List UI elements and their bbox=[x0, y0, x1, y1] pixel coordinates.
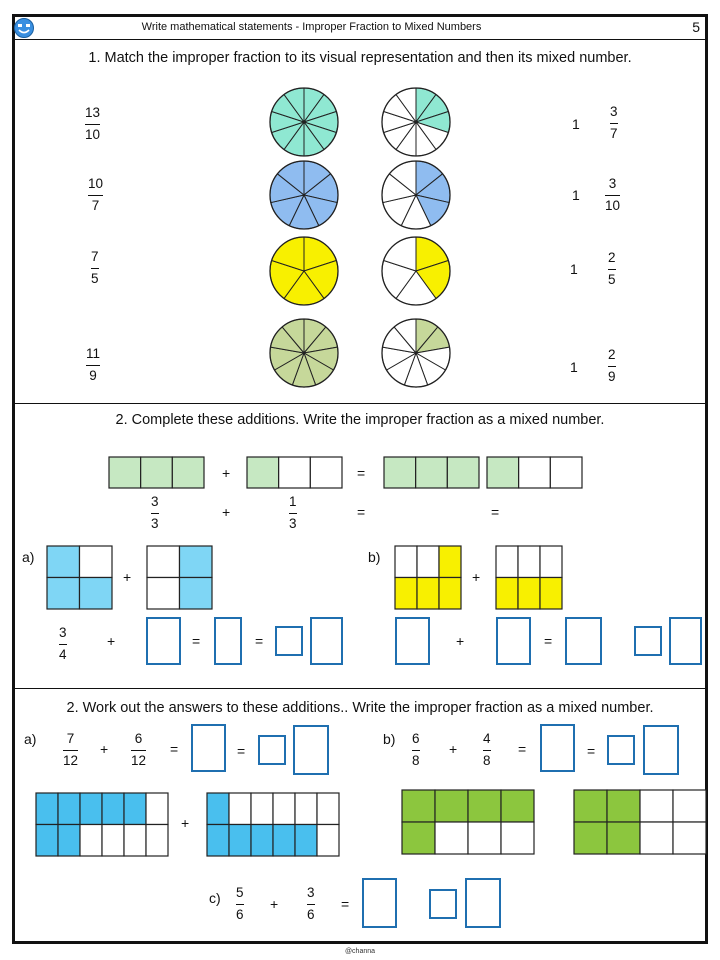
q3b-grid-1-cell bbox=[435, 790, 468, 822]
q3a-grid-1-cell bbox=[58, 793, 80, 825]
q3a-grid-2-cell bbox=[317, 793, 339, 825]
q3a-grid-1-cell bbox=[80, 825, 102, 857]
q3a-grid-1-cell bbox=[58, 825, 80, 857]
q1-mixed-3-fraction: 2 5 bbox=[608, 250, 616, 287]
q3c-whole-box[interactable] bbox=[429, 889, 457, 919]
q3b-plus: + bbox=[449, 741, 458, 757]
q3a-fraction-1: 7 12 bbox=[63, 731, 79, 768]
q3c-fraction-2: 3 6 bbox=[307, 885, 315, 922]
q2b-plus-diagram: + bbox=[472, 569, 481, 585]
q3a-grid-1-cell bbox=[36, 793, 58, 825]
q2-title: 2. Complete these additions. Write the improper fraction as a mixed number. bbox=[115, 412, 605, 428]
q3a-grid-2-cell bbox=[273, 793, 295, 825]
q3b-grid-2-cell bbox=[574, 790, 607, 822]
q1-title: 1. Match the improper fraction to its visual representation and then its mixed number. bbox=[88, 50, 632, 66]
q3b-grid-2-cell bbox=[574, 822, 607, 854]
q3a-grid-1-cell bbox=[146, 793, 168, 825]
q3b-grid-2-cell bbox=[607, 822, 640, 854]
q2b-label: b) bbox=[368, 549, 381, 565]
q1-fraction-2: 10 7 bbox=[88, 176, 104, 213]
q3a-grid-2-cell bbox=[251, 825, 273, 857]
q3b-grid-1-cell bbox=[501, 822, 534, 854]
q3b-grid-2-cell bbox=[607, 790, 640, 822]
q1-mixed-1-fraction: 3 7 bbox=[610, 104, 618, 141]
q3b-grid-2 bbox=[574, 790, 706, 854]
q3a-grid-2-cell bbox=[207, 793, 229, 825]
q2-example-fraction-1: 3 3 bbox=[151, 494, 159, 531]
q3b-fraction-1: 6 8 bbox=[412, 731, 420, 768]
q2a-plus: + bbox=[107, 633, 116, 649]
q3b-equals-2: = bbox=[587, 743, 596, 759]
q3a-grid-1-cell bbox=[124, 825, 146, 857]
q3a-plus-diagram: + bbox=[181, 815, 190, 831]
q1-mixed-4-whole: 1 bbox=[570, 359, 578, 375]
page-number: 5 bbox=[692, 19, 700, 35]
q3b-grid-1-cell bbox=[501, 790, 534, 822]
q1-mixed-2-fraction: 3 10 bbox=[605, 176, 621, 213]
q1-mixed-4-fraction: 2 9 bbox=[608, 347, 616, 384]
q3a-grid-2-cell bbox=[229, 825, 251, 857]
footer-credit: @channa bbox=[344, 948, 376, 955]
q3a-grid-1-cell bbox=[146, 825, 168, 857]
q3a-grid-1-cell bbox=[102, 793, 124, 825]
q1-mixed-2-whole: 1 bbox=[572, 187, 580, 203]
worksheet-title: Write mathematical statements - Improper Fraction to Mixed Numbers bbox=[141, 21, 482, 33]
q3c-fraction-1: 5 6 bbox=[236, 885, 244, 922]
q2-example-plus-2: + bbox=[222, 504, 231, 520]
q2a-plus-diagram: + bbox=[123, 569, 132, 585]
q3c-label: c) bbox=[209, 890, 221, 906]
q3b-grid-1-cell bbox=[468, 790, 501, 822]
q3a-grid-1-cell bbox=[124, 793, 146, 825]
q3a-grid-2-cell bbox=[295, 825, 317, 857]
q3a-equals-1: = bbox=[170, 741, 179, 757]
q2b-equals: = bbox=[544, 633, 553, 649]
q3a-grid-1-cell bbox=[80, 793, 102, 825]
q3b-grid-2-cell bbox=[673, 790, 706, 822]
q2a-label: a) bbox=[22, 549, 35, 565]
q3c-improper-box[interactable] bbox=[362, 878, 397, 928]
q3c-equals: = bbox=[341, 896, 350, 912]
q3a-grid-1-cell bbox=[36, 825, 58, 857]
q3a-equals-2: = bbox=[237, 743, 246, 759]
q3c-plus: + bbox=[270, 896, 279, 912]
q3a-grid-2-cell bbox=[295, 793, 317, 825]
q3a-plus: + bbox=[100, 741, 109, 757]
q1-fraction-3: 7 5 bbox=[91, 249, 99, 286]
q3a-grid-2-cell bbox=[273, 825, 295, 857]
q2a-equals-2: = bbox=[255, 633, 264, 649]
q2-example-equals-3: = bbox=[491, 504, 500, 520]
q3a-grid-2-cell bbox=[251, 793, 273, 825]
q3b-grid-2-cell bbox=[640, 790, 673, 822]
q2-example-fraction-2: 1 3 bbox=[289, 494, 297, 531]
q1-fraction-1: 13 10 bbox=[85, 105, 101, 142]
q3a-grid-2-cell bbox=[317, 825, 339, 857]
q3b-grid-2-cell bbox=[673, 822, 706, 854]
q3b-equals-1: = bbox=[518, 741, 527, 757]
q3a-fraction-2: 6 12 bbox=[131, 731, 147, 768]
q3-title: 2. Work out the answers to these additions.. Write the improper fraction as a mixed number. bbox=[66, 700, 654, 716]
q3b-grid-1-cell bbox=[402, 790, 435, 822]
q3b-grid-1-cell bbox=[468, 822, 501, 854]
q2a-fraction: 3 4 bbox=[59, 625, 67, 662]
q2a-equals-1: = bbox=[192, 633, 201, 649]
q3b-grid-2-cell bbox=[640, 822, 673, 854]
q2-example-equals-2: = bbox=[357, 504, 366, 520]
q3a-grid-2-cell bbox=[229, 793, 251, 825]
q3b-grid-1-cell bbox=[435, 822, 468, 854]
q2-example-equals: = bbox=[357, 465, 366, 481]
q3b-label: b) bbox=[383, 731, 396, 747]
q3a-grid-1 bbox=[36, 793, 168, 856]
q2b-plus: + bbox=[456, 633, 465, 649]
q3a-grid-2-cell bbox=[207, 825, 229, 857]
q3a-label: a) bbox=[24, 731, 37, 747]
q1-fraction-4: 11 9 bbox=[86, 346, 101, 383]
q3c-fraction-box[interactable] bbox=[465, 878, 501, 928]
q2-example-plus: + bbox=[222, 465, 231, 481]
q1-mixed-3-whole: 1 bbox=[570, 261, 578, 277]
q1-mixed-1-whole: 1 bbox=[572, 116, 580, 132]
q3a-grid-2 bbox=[207, 793, 339, 856]
q3a-grid-1-cell bbox=[102, 825, 124, 857]
q3b-grid-1-cell bbox=[402, 822, 435, 854]
q3b-grid-1 bbox=[402, 790, 534, 854]
q3b-fraction-2: 4 8 bbox=[483, 731, 491, 768]
